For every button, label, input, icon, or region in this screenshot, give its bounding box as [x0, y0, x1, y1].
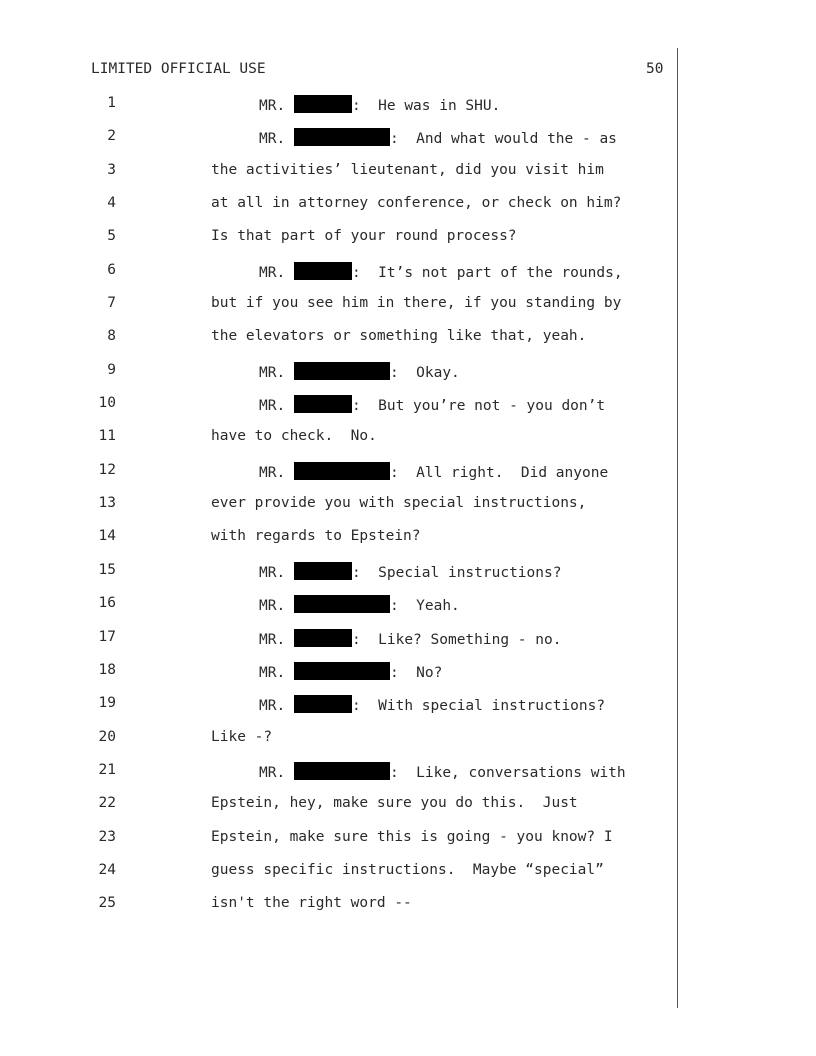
speech-text: : Special instructions? — [351, 564, 562, 581]
line-number: 22 — [98, 795, 116, 812]
speaker-prefix: MR. — [259, 764, 286, 781]
transcript-line — [0, 787, 676, 820]
line-number: 1 — [107, 95, 116, 111]
redaction-box — [294, 395, 352, 413]
speaker-line — [259, 695, 605, 714]
classification-label: LIMITED OFFICIAL USE — [91, 61, 266, 77]
transcript-line — [0, 120, 676, 153]
speech-text: : But you’re not - you don’t — [351, 398, 606, 415]
speaker-prefix: MR. — [259, 98, 286, 114]
transcript-line — [0, 687, 676, 720]
redaction-box — [294, 762, 390, 780]
transcript-line — [0, 754, 676, 787]
transcript-line — [0, 354, 676, 387]
transcript-line — [0, 220, 676, 253]
line-number: 5 — [107, 228, 116, 245]
line-number: 9 — [107, 361, 116, 378]
redaction-box — [294, 95, 352, 113]
transcript-line — [0, 554, 676, 587]
line-number: 18 — [98, 661, 116, 678]
line-number: 12 — [98, 461, 116, 478]
continuation-line: Epstein, make sure this is going - you know? I — [211, 828, 613, 845]
transcript-line — [0, 187, 676, 220]
transcript-line — [0, 654, 676, 687]
continuation-line: the activities’ lieutenant, did you visit him — [211, 161, 604, 178]
speaker-prefix: MR. — [259, 464, 286, 481]
line-number: 21 — [98, 761, 116, 778]
speaker-line — [259, 128, 617, 147]
line-number: 16 — [98, 595, 116, 612]
line-number: 3 — [107, 161, 116, 178]
line-number: 10 — [98, 395, 116, 412]
transcript-line — [0, 454, 676, 487]
speaker-prefix: MR. — [259, 564, 286, 581]
redaction-box — [294, 562, 352, 580]
transcript-line — [0, 721, 676, 754]
continuation-line: guess specific instructions. Maybe “special” — [211, 861, 604, 878]
speech-text: : Okay. — [389, 364, 460, 381]
transcript-line — [0, 487, 676, 520]
speaker-prefix: MR. — [259, 664, 286, 681]
continuation-line: at all in attorney conference, or check on him? — [211, 195, 622, 212]
redaction-box — [294, 695, 352, 713]
redaction-box — [294, 595, 390, 613]
line-number: 2 — [107, 128, 116, 145]
speech-text: : And what would the - as — [389, 131, 617, 148]
line-number: 14 — [98, 528, 116, 545]
continuation-line: with regards to Epstein? — [211, 528, 421, 545]
transcript-line — [0, 887, 676, 920]
speaker-line — [259, 262, 623, 281]
transcript-line — [0, 87, 676, 120]
speaker-line — [259, 595, 460, 614]
continuation-line: isn't the right word -- — [211, 895, 412, 912]
transcript-line — [0, 587, 676, 620]
transcript-line — [0, 821, 676, 854]
line-number: 17 — [98, 628, 116, 645]
speaker-prefix: MR. — [259, 398, 286, 415]
line-number: 23 — [98, 828, 116, 845]
redaction-box — [294, 629, 352, 647]
speech-text: : All right. Did anyone — [389, 464, 609, 481]
line-number: 24 — [98, 861, 116, 878]
line-number: 4 — [107, 195, 116, 212]
speaker-line — [259, 462, 608, 481]
speaker-line — [259, 562, 561, 581]
transcript-line — [0, 287, 676, 320]
line-number: 8 — [107, 328, 116, 345]
line-number: 15 — [98, 561, 116, 578]
line-number: 11 — [98, 428, 116, 445]
continuation-line: Is that part of your round process? — [211, 228, 517, 245]
continuation-line: have to check. No. — [211, 428, 377, 445]
transcript-line — [0, 387, 676, 420]
transcript-line — [0, 320, 676, 353]
speaker-prefix: MR. — [259, 264, 286, 281]
speaker-line — [259, 362, 460, 381]
right-margin-rule — [677, 48, 678, 1008]
line-number: 6 — [107, 261, 116, 278]
transcript-body — [0, 87, 676, 921]
speaker-line — [259, 95, 500, 114]
speech-text: : Like? Something - no. — [351, 631, 562, 648]
speaker-line — [259, 662, 442, 681]
speaker-line — [259, 762, 626, 781]
transcript-line — [0, 154, 676, 187]
transcript-line — [0, 621, 676, 654]
continuation-line: Epstein, hey, make sure you do this. Just — [211, 795, 578, 812]
transcript-line — [0, 520, 676, 553]
speech-text: : Like, conversations with — [389, 764, 626, 781]
redaction-box — [294, 128, 390, 146]
continuation-line: ever provide you with special instructions, — [211, 495, 587, 512]
speech-text: : He was in SHU. — [351, 98, 501, 114]
transcript-line — [0, 254, 676, 287]
speaker-line — [259, 395, 605, 414]
continuation-line: the elevators or something like that, yeah. — [211, 328, 587, 345]
redaction-box — [294, 262, 352, 280]
speech-text: : Yeah. — [389, 598, 460, 615]
speaker-line — [259, 629, 561, 648]
transcript-line — [0, 854, 676, 887]
speech-text: : It’s not part of the rounds, — [351, 264, 623, 281]
line-number: 7 — [107, 295, 116, 312]
redaction-box — [294, 662, 390, 680]
line-number: 20 — [98, 728, 116, 745]
speaker-prefix: MR. — [259, 131, 286, 148]
speaker-prefix: MR. — [259, 364, 286, 381]
line-number: 25 — [98, 895, 116, 912]
line-number: 19 — [98, 695, 116, 712]
speaker-prefix: MR. — [259, 598, 286, 615]
redaction-box — [294, 362, 390, 380]
speaker-prefix: MR. — [259, 698, 286, 715]
continuation-line: Like -? — [211, 728, 273, 745]
redaction-box — [294, 462, 390, 480]
line-number: 13 — [98, 495, 116, 512]
continuation-line: but if you see him in there, if you standing by — [211, 295, 622, 312]
transcript-line — [0, 420, 676, 453]
page-number: 50 — [646, 61, 664, 77]
speech-text: : No? — [389, 664, 443, 681]
speech-text: : With special instructions? — [351, 698, 606, 715]
speaker-prefix: MR. — [259, 631, 286, 648]
